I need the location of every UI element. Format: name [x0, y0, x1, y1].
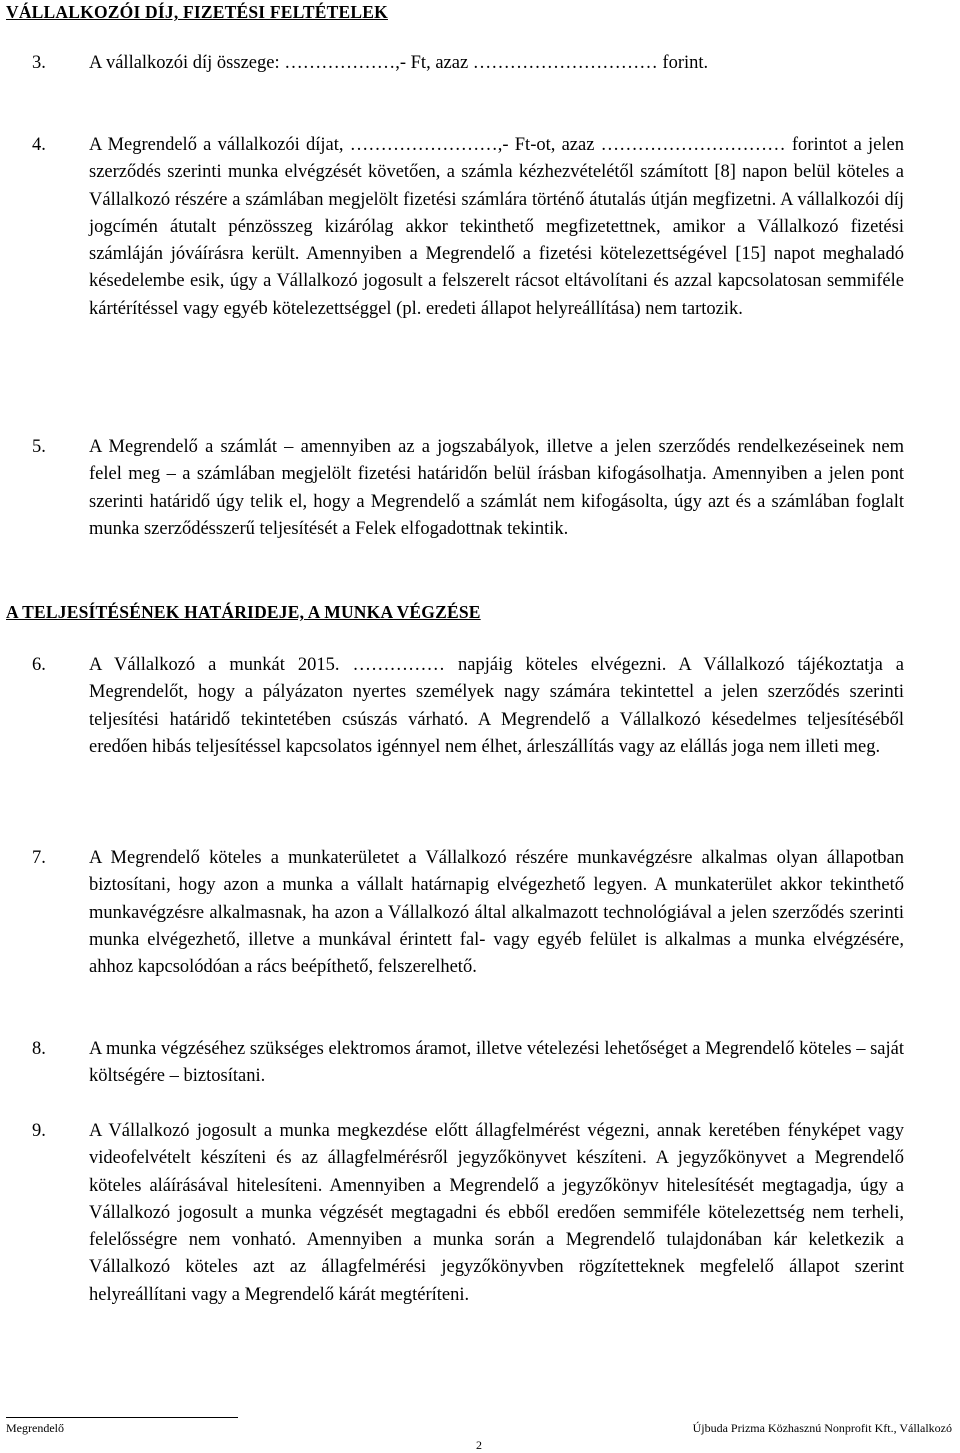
footer-divider — [6, 1417, 238, 1418]
clause-text: A Vállalkozó jogosult a munka megkezdése előtt állagfelmérést végezni, annak keretében fényképet vagy videofelvételt készíteni és az állagfelmérésről jegyzőkönyvet készíteni. A jegyzőkönyvet a Megrendelő köteles aláírásával hitelesíteni. Amennyiben a Megrendelő a jegyzőkönyv hitelesítését megtagadja, úgy a Vállalkozó jogosult a munka végzését megtagadni és ebből eredően semmiféle kötelezettség nem terheli, felelősségre nem vonható. Amennyiben a munka során a Megrendelő tulajdonában kár keletkezik a Vállalkozó köteles azt az állagfelmérési jegyzőkönyvben rögzítetteknek megfelelő állapot szerint helyreállítani vagy a Megrendelő kárát megtéríteni. — [89, 1121, 904, 1305]
clause-6 — [32, 652, 904, 761]
clause-8 — [32, 1036, 904, 1091]
clause-3 — [32, 50, 904, 77]
clause-text: A Vállalkozó a munkát 2015. …………… napjáig köteles elvégezni. A Vállalkozó tájékoztatja a Megrendelőt, hogy a pályázaton nyertes személyek nagy számára tekintettel a jelen szerződés szerinti teljesítési határidő tekintetében csúszás várható. A Megrendelő a Vállalkozó késedelmes teljesítéséből eredően hibás teljesítéssel kapcsolatos igénnyel nem élhet, árleszállítás vagy az elállás joga nem illeti meg. — [89, 655, 904, 757]
clause-text: A Megrendelő a vállalkozói díjat, ……………………,- Ft-ot, azaz ………………………… forintot a jelen szerződés szerinti munka elvégzését követően, a számla kézhezvételétől számított [8] napon belül köteles a Vállalkozó részére a számlában megjelölt fizetési számlára történő átutalás útján megfizetni. A vállalkozói díj jogcímén átutalt pénzösszeg kizárólag akkor tekinthető megfizetettnek, amikor a Vállalkozó fizetési számláján jóváírásra került. Amennyiben a Megrendelő a fizetési kötelezettségével [15] napot meghaladó késedelembe esik, úgy a Vállalkozó jogosult a felszerelt rácsot eltávolítani és azzal kapcsolatosan semmiféle kártérítéssel vagy egyéb kötelezettséggel (pl. eredeti állapot helyreállítása) nem tartozik. — [89, 135, 904, 319]
clause-number: 7. — [32, 848, 46, 868]
section-heading-fees: VÁLLALKOZÓI DÍJ, FIZETÉSI FELTÉTELEK — [6, 2, 388, 22]
clause-text: A Megrendelő a számlát – amennyiben az a jogszabályok, illetve a jelen szerződés rendelkezéseinek nem felel meg – a számlában megjelölt fizetési határidőn belül írásban kifogásolhatja. Amennyiben a jelen pont szerinti határidő úgy telik el, hogy a Megrendelő a számlát nem kifogásolta, úgy azt és a számlában foglalt munka szerződésszerű teljesítését a Felek elfogadottnak tekintik. — [89, 437, 904, 539]
clause-text: A vállalkozói díj összege: ………………,- Ft, azaz ………………………… forint. — [89, 53, 709, 73]
clause-number: 6. — [32, 655, 46, 675]
page-number: 2 — [476, 1438, 482, 1452]
footer-contractor: Újbuda Prizma Közhasznú Nonprofit Kft., Vállalkozó — [692, 1421, 952, 1435]
page-footer — [6, 1410, 952, 1450]
footer-client: Megrendelő — [6, 1421, 64, 1435]
section-heading-deadline: A TELJESÍTÉSÉNEK HATÁRIDEJE, A MUNKA VÉGZÉSE — [6, 602, 481, 622]
clause-number: 5. — [32, 437, 46, 457]
clause-7 — [32, 845, 904, 981]
clause-number: 3. — [32, 53, 46, 73]
clause-number: 9. — [32, 1121, 46, 1141]
clause-text: A munka végzéséhez szükséges elektromos áramot, illetve vételezési lehetőséget a Megrendelő köteles – saját költségére – biztosítani. — [89, 1039, 904, 1087]
clause-number: 8. — [32, 1039, 46, 1059]
clause-4 — [32, 132, 904, 323]
clause-number: 4. — [32, 135, 46, 155]
clause-5 — [32, 434, 904, 543]
clause-text: A Megrendelő köteles a munkaterületet a Vállalkozó részére munkavégzésre alkalmas olyan állapotban biztosítani, hogy azon a munka a vállalt határnapig elvégezhető legyen. A munkaterület akkor tekinthető munkavégzésre alkalmasnak, ha azon a Vállalkozó által alkalmazott technológiával a jelen szerződés szerinti munka elvégezhető, illetve a munkával érintett fal- vagy egyéb felület is alkalmas a munka elvégzésére, ahhoz kapcsolódóan a rács beépíthető, felszerelhető. — [89, 848, 904, 978]
clause-9 — [32, 1118, 904, 1309]
